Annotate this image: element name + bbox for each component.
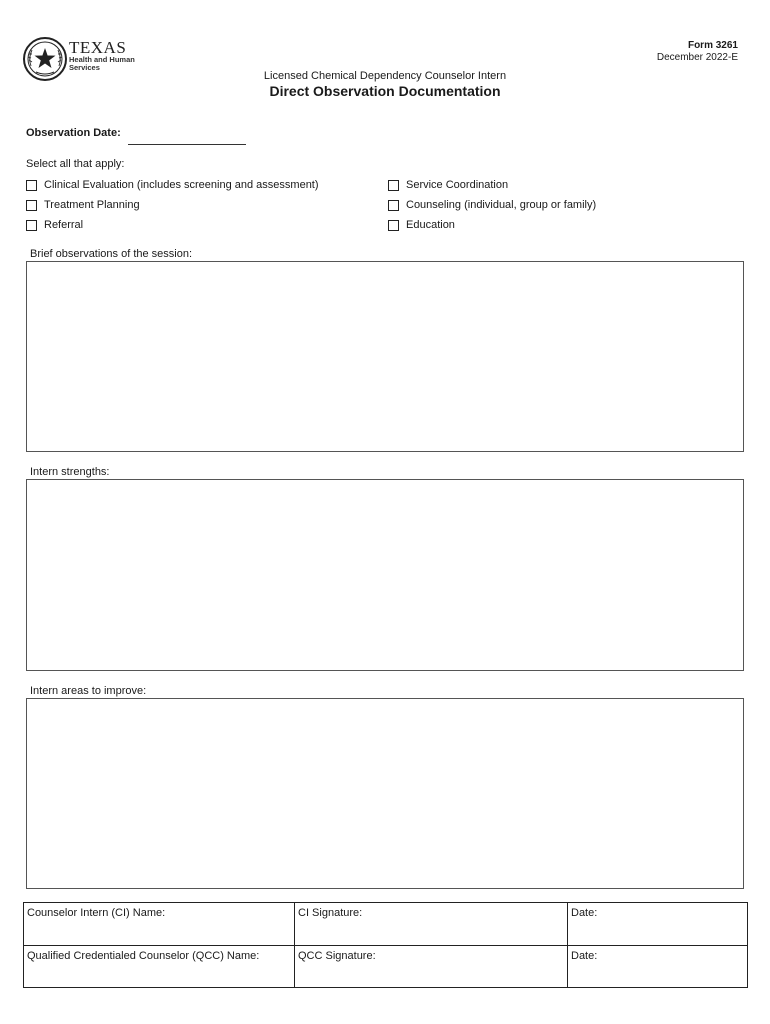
checkbox-clinical-evaluation[interactable] [26,178,319,192]
qcc-signature-label: QCC Signature: [298,950,376,962]
qcc-signature-field[interactable] [295,946,567,987]
observations-textarea[interactable] [26,261,744,452]
checkbox-label: Clinical Evaluation (includes screening and assessment) [44,179,319,191]
checkbox-treatment-planning[interactable] [26,198,140,212]
checkbox-service-coordination[interactable] [388,178,508,192]
qcc-name-field[interactable] [24,946,294,987]
form-number: Form 3261 [687,40,738,51]
checkbox-box[interactable] [26,180,37,191]
checkbox-referral[interactable] [26,218,83,232]
qcc-date-label: Date: [571,950,598,962]
observation-date-label: Observation Date: [26,127,121,139]
logo-agency-line2: Services [69,63,100,72]
checkbox-label: Treatment Planning [44,199,140,211]
checkbox-label: Referral [44,219,84,231]
qcc-name-label: Qualified Credentialed Counselor (QCC) Name: [27,950,260,962]
checkbox-box[interactable] [388,220,399,231]
form-revision-date: December 2022-E [656,52,738,63]
qcc-date-field[interactable] [568,946,747,987]
ci-name-field[interactable] [24,903,294,945]
form-subtitle: Licensed Chemical Dependency Counselor Intern [263,70,507,82]
improve-label: Intern areas to improve: [30,685,147,697]
checkbox-education[interactable] [388,218,455,232]
checkbox-label: Service Coordination [406,179,509,191]
select-all-label: Select all that apply: [26,158,125,170]
logo-agency-line1: Health and Human [69,55,135,64]
checkbox-box[interactable] [388,180,399,191]
improve-textarea[interactable] [26,698,744,889]
ci-signature-field[interactable] [295,903,567,945]
logo-texas-text: TEXAS [69,38,127,57]
form-title: Direct Observation Documentation [269,83,501,99]
signature-table [23,902,748,988]
ci-date-field[interactable] [568,903,747,945]
checkbox-box[interactable] [388,200,399,211]
checkbox-counseling[interactable] [388,198,596,212]
checkbox-box[interactable] [26,200,37,211]
ci-name-label: Counselor Intern (CI) Name: [27,907,166,919]
observations-label: Brief observations of the session: [30,248,193,260]
checkbox-box[interactable] [26,220,37,231]
observation-date-field[interactable] [128,144,246,145]
ci-signature-label: CI Signature: [298,907,363,919]
strengths-label: Intern strengths: [30,466,110,478]
strengths-textarea[interactable] [26,479,744,671]
checkbox-label: Counseling (individual, group or family) [406,199,597,211]
ci-date-label: Date: [571,907,598,919]
checkbox-label: Education [406,219,455,231]
